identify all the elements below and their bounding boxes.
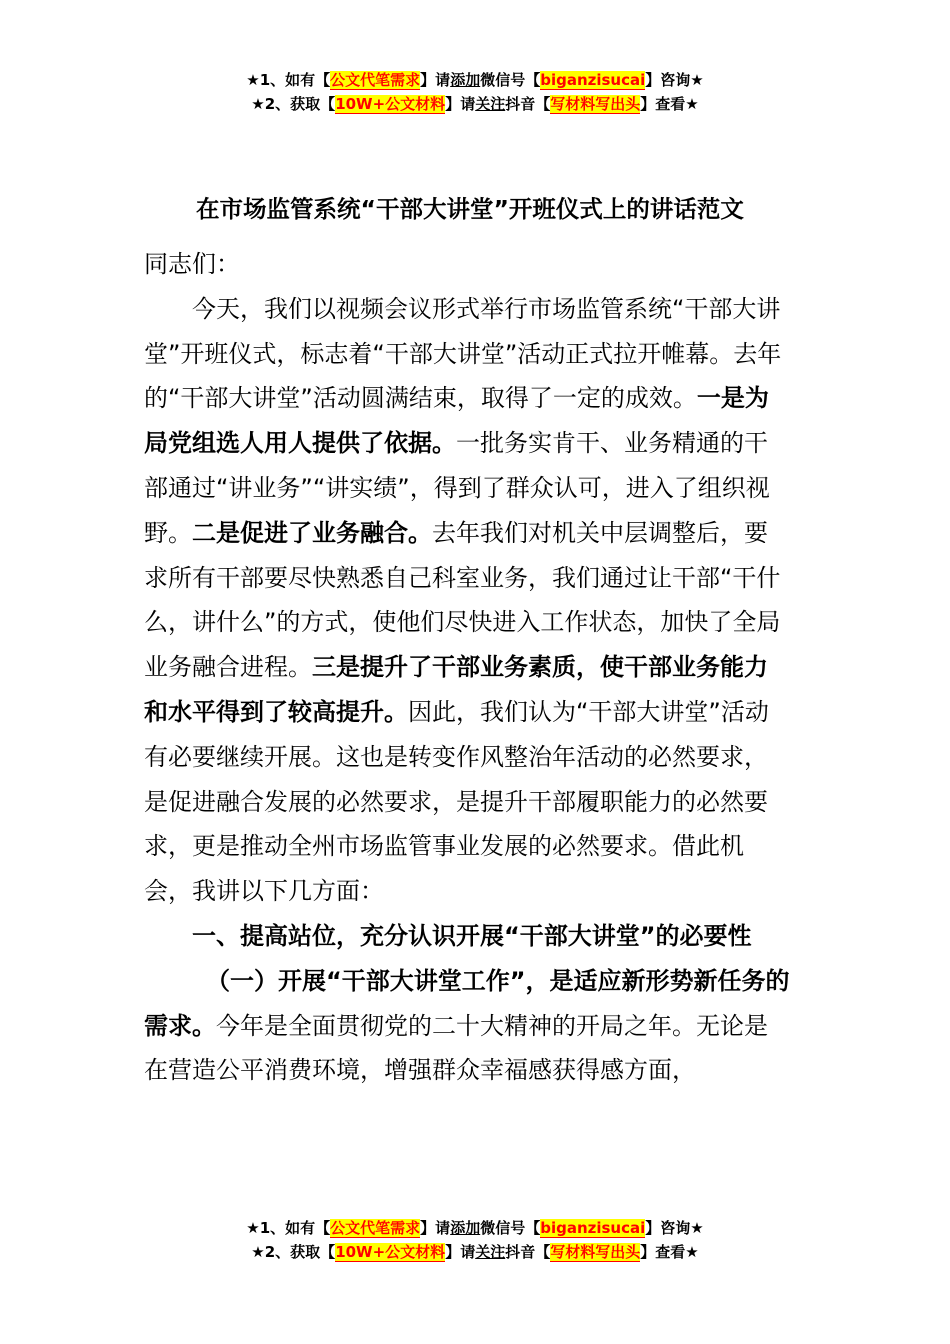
bold-point: 二是促进了业务融合。 [192, 518, 432, 547]
body-text: 今年是全面贯彻党的二十大精神的开局之年。无论是在营造公平消费环境，增强群众幸福感获得感方面， [144, 1011, 768, 1085]
banner-text: 】查看★ [640, 95, 699, 113]
header-banner [0, 68, 950, 116]
banner-text: 】查看★ [640, 1243, 699, 1261]
bold-point: 三是提升了干部业务素质，使干部业务能力和水平得到了较高提升。 [144, 653, 768, 726]
body-text: 因此，我们认为“干部大讲堂”活动有必要继续开展。这也是转变作风整治年活动的必然要求，是促进融合发展的必然要求，是提升干部履职能力的必然要求，更是推动全州市场监管事业发展的必然要求。借此机会，我讲以下几方面： [144, 697, 769, 906]
body-text: 去年我们对机关中层调整后，要求所有干部要尽快熟悉自己科室业务，我们通过让干部“干什么，讲什么”的方式，使他们尽快进入工作状态，加快了全局业务融合进程。 [144, 518, 781, 682]
banner-text: 】请 [420, 71, 451, 89]
paragraph-intro [144, 287, 790, 914]
banner-highlight: 公文代笔需求 [330, 71, 421, 89]
banner-highlight: 写材料写出头 [550, 95, 641, 113]
banner-text: ★1、如有【 [246, 1219, 331, 1237]
banner-text: 】咨询★ [645, 1219, 704, 1237]
subsection-heading: （一）开展“干部大讲堂工作”，是适应新形势新任务的需求。 [144, 966, 790, 1040]
section-heading-1: 一、提高站位，充分认识开展“干部大讲堂”的必要性 [192, 921, 752, 950]
banner-underline: 关注 [475, 95, 506, 113]
banner-highlight: 10W+公文材料 [335, 1243, 446, 1261]
banner-text: 】请 [420, 1219, 451, 1237]
banner-text: 抖音【 [505, 1243, 551, 1261]
document-title: 在市场监管系统“干部大讲堂”开班仪式上的讲话范文 [196, 195, 744, 223]
banner-highlight: 写材料写出头 [550, 1243, 641, 1261]
subsection-1 [144, 959, 790, 1093]
banner-text: ★2、获取【 [251, 95, 336, 113]
bold-point: 一是为局党组选人用人提供了依据。 [144, 384, 769, 458]
banner-text: 微信号【 [480, 71, 541, 89]
banner-text: 】咨询★ [645, 71, 704, 89]
banner-line-2 [0, 1240, 950, 1264]
body-text: 一批务实肯干、业务精通的干部通过“讲业务”“讲实绩”，得到了群众认可，进入了组织视野。 [144, 429, 770, 547]
salutation: 同志们： [144, 250, 240, 278]
banner-text: ★1、如有【 [246, 71, 331, 89]
banner-text: 】请 [445, 95, 476, 113]
banner-highlight: 10W+公文材料 [335, 95, 446, 113]
banner-text: ★2、获取【 [251, 1243, 336, 1261]
banner-underline: 关注 [475, 1243, 506, 1261]
banner-text: 抖音【 [505, 95, 551, 113]
banner-text: 微信号【 [480, 1219, 541, 1237]
banner-underline: 添加 [450, 1219, 481, 1237]
banner-highlight: 公文代笔需求 [330, 1219, 421, 1237]
banner-highlight: biganzisucai [540, 1219, 646, 1237]
banner-underline: 添加 [450, 71, 481, 89]
banner-line-1 [0, 68, 950, 92]
banner-highlight: biganzisucai [540, 71, 646, 89]
banner-text: 】请 [445, 1243, 476, 1261]
banner-line-2 [0, 92, 950, 116]
document-body [144, 242, 790, 1093]
banner-line-1 [0, 1216, 950, 1240]
body-text: 今天，我们以视频会议形式举行市场监管系统“干部大讲堂”开班仪式，标志着“干部大讲堂”活动正式拉开帷幕。去年的“干部大讲堂”活动圆满结束，取得了一定的成效。 [144, 294, 782, 413]
footer-banner [0, 1216, 950, 1264]
